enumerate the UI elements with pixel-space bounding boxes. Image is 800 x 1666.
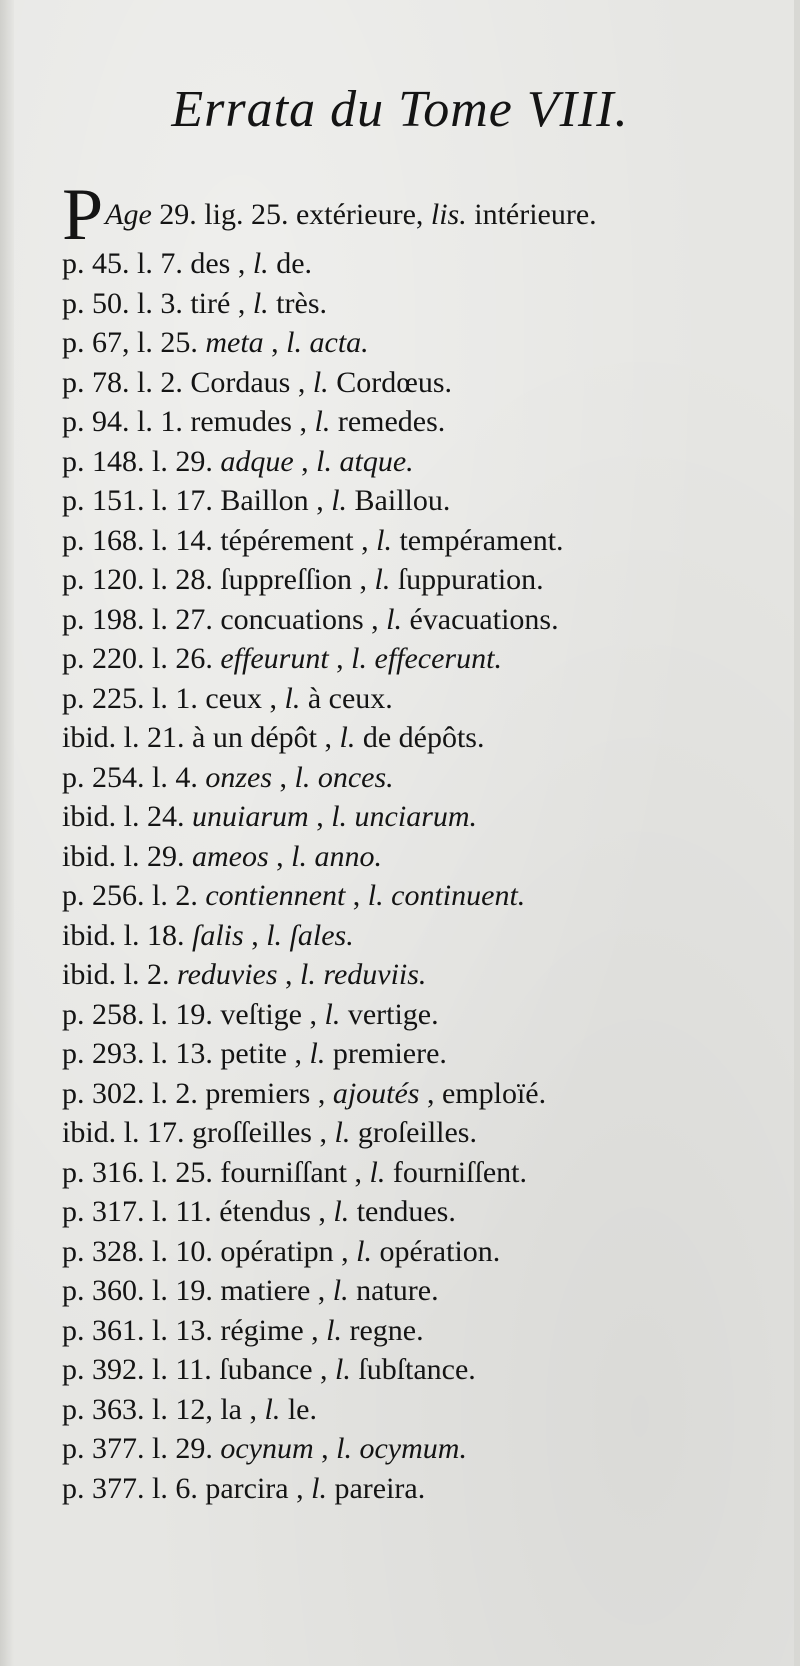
error-text: contiennent xyxy=(205,879,346,912)
correction-text: emploïé. xyxy=(441,1076,547,1110)
ref-location: p. 67, l. 25. xyxy=(62,326,198,359)
separator: l. xyxy=(374,563,391,596)
errata-entry: p. 360. l. 19. matiere , l. nature. xyxy=(62,1274,439,1307)
errata-entry: p. 120. l. 28. ſuppreſſion , l. ſuppuration. xyxy=(62,563,544,596)
correction-text: pareira. xyxy=(334,1471,426,1505)
ref-location: p. 78. l. 2. xyxy=(62,365,183,399)
correction-text: évacuations. xyxy=(409,602,559,636)
ref-location: p. 94. l. 1. xyxy=(62,405,183,438)
separator: lis. xyxy=(430,198,467,231)
separator: l. xyxy=(316,444,333,478)
error-text: la xyxy=(220,1392,242,1426)
error-text: remudes xyxy=(190,405,292,438)
ref-word: Age xyxy=(105,198,152,231)
separator: l. xyxy=(252,247,269,280)
error-text: Cordaus xyxy=(190,365,291,399)
errata-entry: p. 377. l. 29. ocynum , l. ocymum. xyxy=(62,1432,467,1465)
errata-entry: p. 363. l. 12, la , l. le. xyxy=(62,1392,317,1426)
errata-entry: ibid. l. 2. reduvies , l. reduviis. xyxy=(62,958,427,991)
error-text: ſubance xyxy=(219,1353,313,1386)
correction-text: de. xyxy=(276,247,313,280)
separator: l. xyxy=(335,1353,351,1386)
separator: l. xyxy=(266,918,283,952)
errata-list xyxy=(62,186,774,1508)
correction-text: le. xyxy=(287,1392,317,1426)
separator: l. xyxy=(339,721,356,754)
ref-location: 29. lig. 25. xyxy=(159,198,289,231)
errata-entry-first: PAge 29. lig. 25. extérieure, lis. intérieure. xyxy=(62,186,774,244)
separator: l. xyxy=(376,523,392,557)
errata-entry: p. 316. l. 25. fourniſſant , l. fourniſſent. xyxy=(62,1155,527,1189)
error-text: adque xyxy=(220,444,294,478)
separator: l. xyxy=(326,1313,342,1347)
ref-location: p. 258. l. 19. xyxy=(62,997,213,1031)
separator: l. xyxy=(324,997,341,1031)
ref-location: p. 392. l. 11. xyxy=(62,1353,212,1386)
separator: l. xyxy=(284,681,301,715)
error-text: onzes xyxy=(205,760,273,794)
correction-text: ſales. xyxy=(289,918,354,952)
error-text: étendus xyxy=(219,1195,311,1228)
errata-entry: p. 220. l. 26. effeurunt , l. effecerunt. xyxy=(62,642,502,675)
separator: l. xyxy=(312,365,329,399)
ref-location: p. 220. l. 26. xyxy=(62,642,213,675)
correction-text: ocymum. xyxy=(359,1432,467,1465)
errata-entry: ibid. l. 17. groſſeilles , l. groſeilles. xyxy=(62,1116,477,1149)
error-text: fourniſſant xyxy=(220,1155,347,1189)
error-text: unuiarum xyxy=(192,800,309,833)
errata-entry: p. 78. l. 2. Cordaus , l. Cordœus. xyxy=(62,365,453,399)
errata-entry: p. 198. l. 27. concuations , l. évacuations. xyxy=(62,602,559,636)
separator: l. xyxy=(300,958,316,991)
correction-text: tempérament. xyxy=(399,523,564,557)
errata-entry: ibid. l. 24. unuiarum , l. unciarum. xyxy=(62,800,478,833)
separator: ajoutés xyxy=(332,1076,420,1110)
page-left-edge-shadow xyxy=(0,0,14,1666)
error-text: ameos xyxy=(192,839,269,873)
separator: l. xyxy=(314,405,331,438)
correction-text: vertige. xyxy=(347,997,439,1031)
correction-text: tendues. xyxy=(356,1195,456,1228)
ref-location: p. 225. l. 1. xyxy=(62,681,198,715)
error-text: ceux xyxy=(205,681,262,715)
ref-location: p. 377. l. 6. xyxy=(62,1471,198,1505)
correction-text: unciarum. xyxy=(354,800,478,833)
error-text: opératipn xyxy=(220,1234,334,1268)
errata-entry: p. 361. l. 13. régime , l. regne. xyxy=(62,1313,424,1347)
error-text: petite xyxy=(220,1037,287,1070)
errata-entry: p. 377. l. 6. parcira , l. pareira. xyxy=(62,1471,426,1505)
separator: l. xyxy=(309,1037,326,1070)
ref-location: p. 151. l. 17. xyxy=(62,484,213,517)
ref-location: p. 168. l. 14. xyxy=(62,523,213,557)
ref-location: p. 256. l. 2. xyxy=(62,879,198,912)
ref-location: p. 254. l. 4. xyxy=(62,760,198,794)
errata-entry: p. 225. l. 1. ceux , l. à ceux. xyxy=(62,681,393,715)
ref-location: p. 120. l. 28. xyxy=(62,563,213,596)
correction-text: à ceux. xyxy=(307,681,393,715)
separator: l. xyxy=(336,1432,352,1465)
errata-entry: p. 50. l. 3. tiré , l. très. xyxy=(62,286,327,320)
separator: l. xyxy=(252,286,269,320)
errata-entry: p. 148. l. 29. adque , l. atque. xyxy=(62,444,414,478)
ref-location: p. 328. l. 10. xyxy=(62,1234,213,1268)
error-text: régime xyxy=(220,1313,304,1347)
separator: l. xyxy=(291,839,308,873)
correction-text: de dépôts. xyxy=(362,721,485,754)
error-text: à un dépôt xyxy=(192,721,317,754)
separator: l. xyxy=(334,1116,351,1149)
errata-entry: p. 293. l. 13. petite , l. premiere. xyxy=(62,1037,447,1070)
correction-text: très. xyxy=(276,286,327,320)
ref-location: ibid. l. 2. xyxy=(62,958,170,991)
error-text: ſalis xyxy=(192,918,244,952)
ref-location: p. 360. l. 19. xyxy=(62,1274,213,1307)
ref-location: p. 148. l. 29. xyxy=(62,444,213,478)
errata-entry: p. 392. l. 11. ſubance , l. ſubſtance. xyxy=(62,1353,476,1386)
correction-text: effecerunt. xyxy=(374,642,502,675)
errata-entry: p. 328. l. 10. opératipn , l. opération. xyxy=(62,1234,501,1268)
errata-entries xyxy=(62,244,774,1508)
correction-text: premiere. xyxy=(332,1037,447,1070)
separator: l. xyxy=(367,879,384,912)
errata-entry: p. 256. l. 2. contiennent , l. continuent. xyxy=(62,879,526,912)
errata-entry: p. 254. l. 4. onzes , l. onces. xyxy=(62,760,394,794)
separator: l. xyxy=(333,1195,350,1228)
errata-entry: ibid. l. 29. ameos , l. anno. xyxy=(62,839,383,873)
errata-entry: ibid. l. 21. à un dépôt , l. de dépôts. xyxy=(62,721,485,754)
errata-entry: p. 67, l. 25. meta , l. acta. xyxy=(62,326,369,359)
page-title: Errata du Tome VIII. xyxy=(171,81,629,138)
ref-location: p. 45. l. 7. xyxy=(62,247,183,280)
correction-text: fourniſſent. xyxy=(392,1155,527,1189)
error-text: ſuppreſſion xyxy=(220,563,352,596)
error-text: tiré xyxy=(190,286,231,320)
error-text: concuations xyxy=(220,602,364,636)
correction-text: remedes. xyxy=(337,405,446,438)
error-text: parcira xyxy=(205,1471,289,1505)
error-text: premiers xyxy=(205,1076,311,1110)
ref-location: ibid. l. 17. xyxy=(62,1116,185,1149)
error-text: des xyxy=(190,247,231,280)
ref-location: p. 293. l. 13. xyxy=(62,1037,213,1070)
separator: l. xyxy=(332,1274,349,1307)
error-text: tépérement xyxy=(220,523,354,557)
separator: l. xyxy=(331,800,348,833)
correction-text: continuent. xyxy=(391,879,526,912)
errata-entry: p. 258. l. 19. veſtige , l. vertige. xyxy=(62,997,439,1031)
ref-location: ibid. l. 29. xyxy=(62,839,185,873)
ref-location: p. 50. l. 3. xyxy=(62,286,183,320)
separator: l. xyxy=(356,1234,372,1268)
ref-location: p. 363. l. 12, xyxy=(62,1392,213,1426)
correction-text: nature. xyxy=(356,1274,439,1307)
separator: l. xyxy=(386,602,402,636)
error-text: meta xyxy=(205,326,264,359)
errata-entry: p. 151. l. 17. Baillon , l. Baillou. xyxy=(62,484,451,517)
correction-text: ſubſtance. xyxy=(358,1353,476,1386)
errata-entry: ibid. l. 18. ſalis , l. ſales. xyxy=(62,918,354,952)
separator: l. xyxy=(264,1392,281,1426)
error-text: Baillon xyxy=(220,484,309,517)
ref-location: ibid. l. 24. xyxy=(62,800,185,833)
error-text: matiere xyxy=(220,1274,311,1307)
ref-location: p. 377. l. 29. xyxy=(62,1432,213,1465)
error-text: reduvies xyxy=(177,958,278,991)
correction-text: reduviis. xyxy=(323,958,427,991)
errata-entry: p. 302. l. 2. premiers , ajoutés , emploïé. xyxy=(62,1076,547,1110)
ref-location: ibid. l. 21. xyxy=(62,721,185,754)
errata-entry: p. 45. l. 7. des , l. de. xyxy=(62,247,313,280)
ref-location: p. 302. l. 2. xyxy=(62,1076,198,1110)
errata-entry: p. 94. l. 1. remudes , l. remedes. xyxy=(62,405,446,438)
ref-location: p. 361. l. 13. xyxy=(62,1313,213,1347)
separator: l. xyxy=(369,1155,386,1189)
correction-text: Cordœus. xyxy=(336,365,453,399)
ref-location: p. 198. l. 27. xyxy=(62,602,213,636)
ref-location: ibid. l. 18. xyxy=(62,918,185,952)
ref-location: p. 317. l. 11. xyxy=(62,1195,212,1228)
separator: l. xyxy=(286,326,303,359)
correction-text: atque. xyxy=(339,444,414,478)
error-text: ocynum xyxy=(220,1432,314,1465)
ref-location: p. 316. l. 25. xyxy=(62,1155,213,1189)
correction-text: intérieure. xyxy=(474,198,597,231)
correction-text: onces. xyxy=(317,760,394,794)
error-text: effeurunt xyxy=(220,642,329,675)
correction-text: groſeilles. xyxy=(357,1116,477,1149)
correction-text: acta. xyxy=(309,326,369,359)
errata-entry: p. 317. l. 11. étendus , l. tendues. xyxy=(62,1195,456,1228)
correction-text: anno. xyxy=(314,839,383,873)
error-text: groſſeilles xyxy=(192,1116,312,1149)
error-text: extérieure xyxy=(295,198,416,231)
error-text: veſtige xyxy=(220,997,302,1031)
page-right-edge xyxy=(794,0,800,1666)
separator: l. xyxy=(311,1471,327,1505)
correction-text: Baillou. xyxy=(354,484,451,517)
correction-text: ſuppuration. xyxy=(397,563,544,596)
separator: l. xyxy=(331,484,348,517)
drop-cap: P xyxy=(62,186,104,244)
errata-entry: p. 168. l. 14. tépérement , l. tempérament. xyxy=(62,523,564,557)
correction-text: opération. xyxy=(379,1234,501,1268)
correction-text: regne. xyxy=(349,1313,424,1347)
separator: l. xyxy=(351,642,367,675)
separator: l. xyxy=(294,760,311,794)
